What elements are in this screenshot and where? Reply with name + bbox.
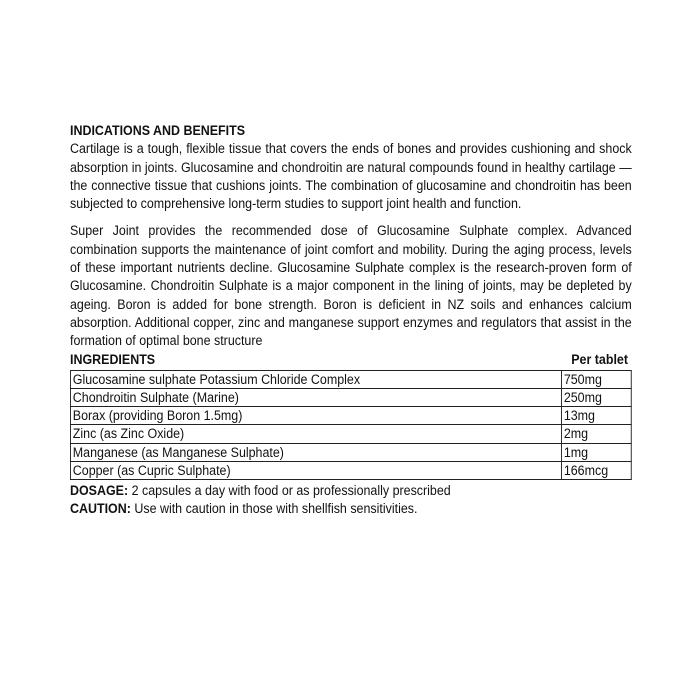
ingredient-amount: 13mg (562, 407, 632, 425)
table-row (70, 425, 631, 443)
table-row (70, 389, 631, 407)
ingredient-name: Copper (as Cupric Sulphate) (70, 461, 561, 479)
table-row (70, 407, 631, 425)
dosage-line (70, 482, 632, 500)
indications-paragraph-1: Cartilage is a tough, flexible tissue that covers the ends of bones and provides cushioning and shock absorption in joints. Glucosamine and chondroitin are natural compounds found in healthy cartilage — the connective tissue that cushions joints. The combination of glucosamine and chondroitin has been subjected to comprehensive long-term studies to support joint health and function. (70, 141, 632, 212)
ingredient-amount: 1mg (562, 443, 632, 461)
ingredient-name: Zinc (as Zinc Oxide) (70, 425, 561, 443)
ingredient-name: Chondroitin Sulphate (Marine) (70, 389, 561, 407)
ingredient-amount: 2mg (562, 425, 632, 443)
dosage-text: 2 capsules a day with food or as professionally prescribed (131, 483, 451, 499)
table-row (70, 461, 631, 479)
ingredients-header (70, 351, 632, 369)
ingredient-name: Manganese (as Manganese Sulphate) (70, 443, 561, 461)
caution-label: CAUTION: (70, 501, 131, 517)
ingredient-name: Glucosamine sulphate Potassium Chloride Complex (70, 370, 561, 388)
ingredients-heading: INGREDIENTS (70, 351, 156, 367)
caution-line (70, 500, 632, 518)
indications-heading: INDICATIONS AND BENEFITS (70, 123, 246, 138)
caution-text: Use with caution in those with shellfish sensitivities. (134, 501, 418, 517)
dosage-label: DOSAGE: (70, 483, 129, 499)
ingredient-amount: 250mg (562, 389, 632, 407)
indications-paragraph-2: Super Joint provides the recommended dose of Glucosamine Sulphate complex. Advanced combination supports the maintenance of joint comfort and mobility. During the aging process, levels of these important nutrients decline. Glucosamine Sulphate complex is the research-proven form of Glucosamine. Chondroitin Sulphate is a major component in the lining of joints, may be depleted by ageing. Boron is added for bone strength. Boron is deficient in NZ soils and enhances calcium absorption. Additional copper, zinc and manganese support enzymes and regulators that assist in the formation of optimal bone structure (70, 223, 632, 349)
ingredients-table (70, 370, 632, 480)
ingredient-amount: 166mcg (562, 461, 632, 479)
table-row (70, 370, 631, 388)
per-tablet-header: Per tablet (571, 351, 628, 367)
ingredient-name: Borax (providing Boron 1.5mg) (70, 407, 561, 425)
table-row (70, 443, 631, 461)
ingredient-amount: 750mg (562, 370, 632, 388)
supplement-label-document (70, 122, 632, 519)
